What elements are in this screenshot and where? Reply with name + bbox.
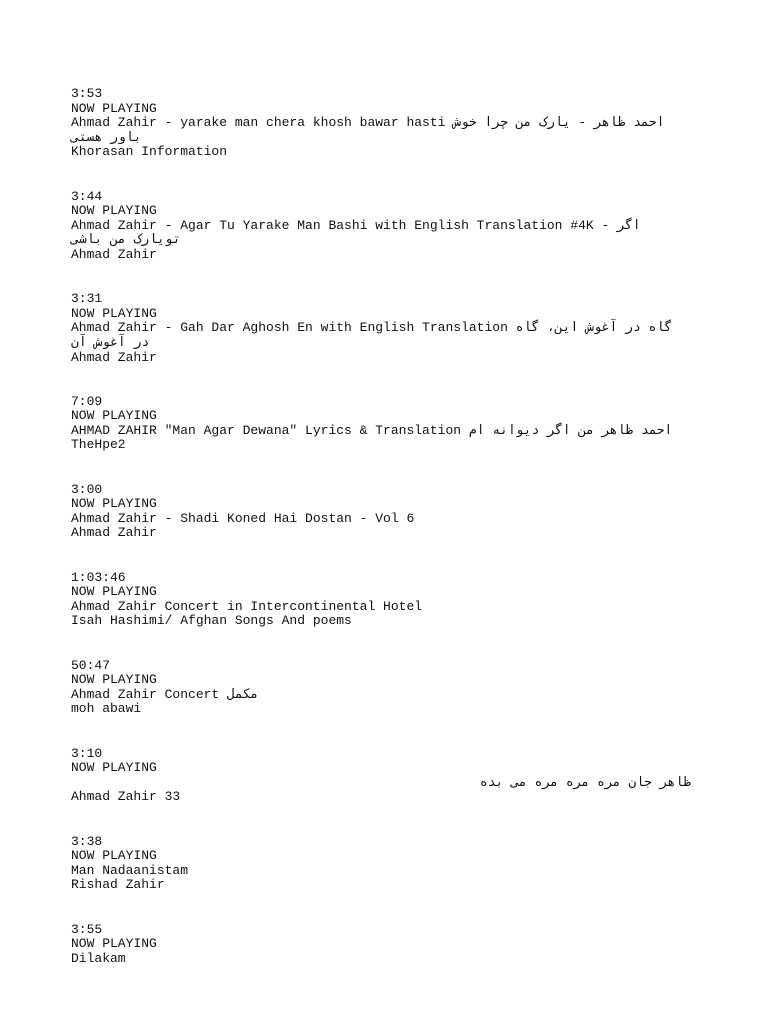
- now-playing-label: NOW PLAYING: [71, 848, 157, 864]
- list-item[interactable]: [71, 835, 691, 893]
- video-duration: 1:03:46: [71, 569, 126, 585]
- video-duration: 3:44: [71, 188, 103, 204]
- now-playing-label: NOW PLAYING: [71, 496, 157, 512]
- channel-name[interactable]: Ahmad Zahir: [71, 246, 157, 262]
- video-duration: 3:00: [71, 481, 103, 497]
- list-item[interactable]: [71, 659, 691, 717]
- list-item[interactable]: [71, 483, 691, 541]
- channel-name[interactable]: moh abawi: [71, 701, 142, 717]
- now-playing-label: NOW PLAYING: [71, 584, 157, 600]
- video-list: [71, 87, 691, 996]
- video-title[interactable]: Ahmad Zahir - Gah Dar Aghosh En with English Translation گاه در آغوش این، گاه در آغوش آن: [71, 320, 680, 350]
- video-title[interactable]: Ahmad Zahir - yarake man chera khosh bawar hasti احمد ظاهر - یارک من چرا خوش باور هستی: [71, 115, 673, 145]
- video-duration: 50:47: [71, 657, 111, 673]
- video-title[interactable]: Dilakam: [71, 950, 126, 966]
- now-playing-label: NOW PLAYING: [71, 408, 157, 424]
- now-playing-label: NOW PLAYING: [71, 672, 157, 688]
- video-duration: 3:10: [71, 745, 103, 761]
- channel-name[interactable]: Ahmad Zahir 33: [71, 789, 181, 805]
- now-playing-label: NOW PLAYING: [71, 305, 157, 321]
- video-duration: 3:53: [71, 86, 103, 101]
- video-title[interactable]: Ahmad Zahir Concert in Intercontinental Hotel: [71, 598, 423, 614]
- video-duration: 3:31: [71, 291, 103, 307]
- video-title[interactable]: ظاهر جان مره مره مره می بده: [479, 774, 691, 790]
- channel-name[interactable]: Ahmad Zahir: [71, 349, 157, 365]
- now-playing-label: NOW PLAYING: [71, 203, 157, 219]
- channel-name[interactable]: Rishad Zahir: [71, 877, 165, 893]
- channel-name[interactable]: Khorasan Information: [71, 144, 228, 160]
- list-item[interactable]: [71, 292, 691, 365]
- list-item[interactable]: [71, 395, 691, 453]
- now-playing-label: NOW PLAYING: [71, 100, 157, 116]
- list-item[interactable]: [71, 747, 691, 805]
- list-item[interactable]: [71, 571, 691, 629]
- list-item[interactable]: [71, 190, 691, 263]
- video-title[interactable]: Ahmad Zahir - Shadi Koned Hai Dostan - Vol 6: [71, 510, 415, 526]
- video-title[interactable]: Ahmad Zahir Concert مکمل: [71, 686, 259, 702]
- channel-name[interactable]: TheHpe2: [71, 437, 126, 453]
- video-duration: 3:55: [71, 921, 103, 937]
- video-title[interactable]: AHMAD ZAHIR "Man Agar Dewana" Lyrics & Translation احمد ظاهر من اگر دیوانه ام: [71, 422, 673, 438]
- now-playing-label: NOW PLAYING: [71, 936, 157, 952]
- list-item[interactable]: [71, 87, 691, 160]
- video-title[interactable]: Man Nadaanistam: [71, 862, 189, 878]
- now-playing-label: NOW PLAYING: [71, 760, 157, 776]
- channel-name[interactable]: Isah Hashimi/ Afghan Songs And poems: [71, 613, 352, 629]
- video-duration: 3:38: [71, 833, 103, 849]
- video-title[interactable]: Ahmad Zahir - Agar Tu Yarake Man Bashi with English Translation #4K - اگر تویارک من باشی: [71, 217, 649, 248]
- video-duration: 7:09: [71, 393, 103, 409]
- list-item[interactable]: [71, 923, 691, 967]
- channel-name[interactable]: Ahmad Zahir: [71, 525, 157, 541]
